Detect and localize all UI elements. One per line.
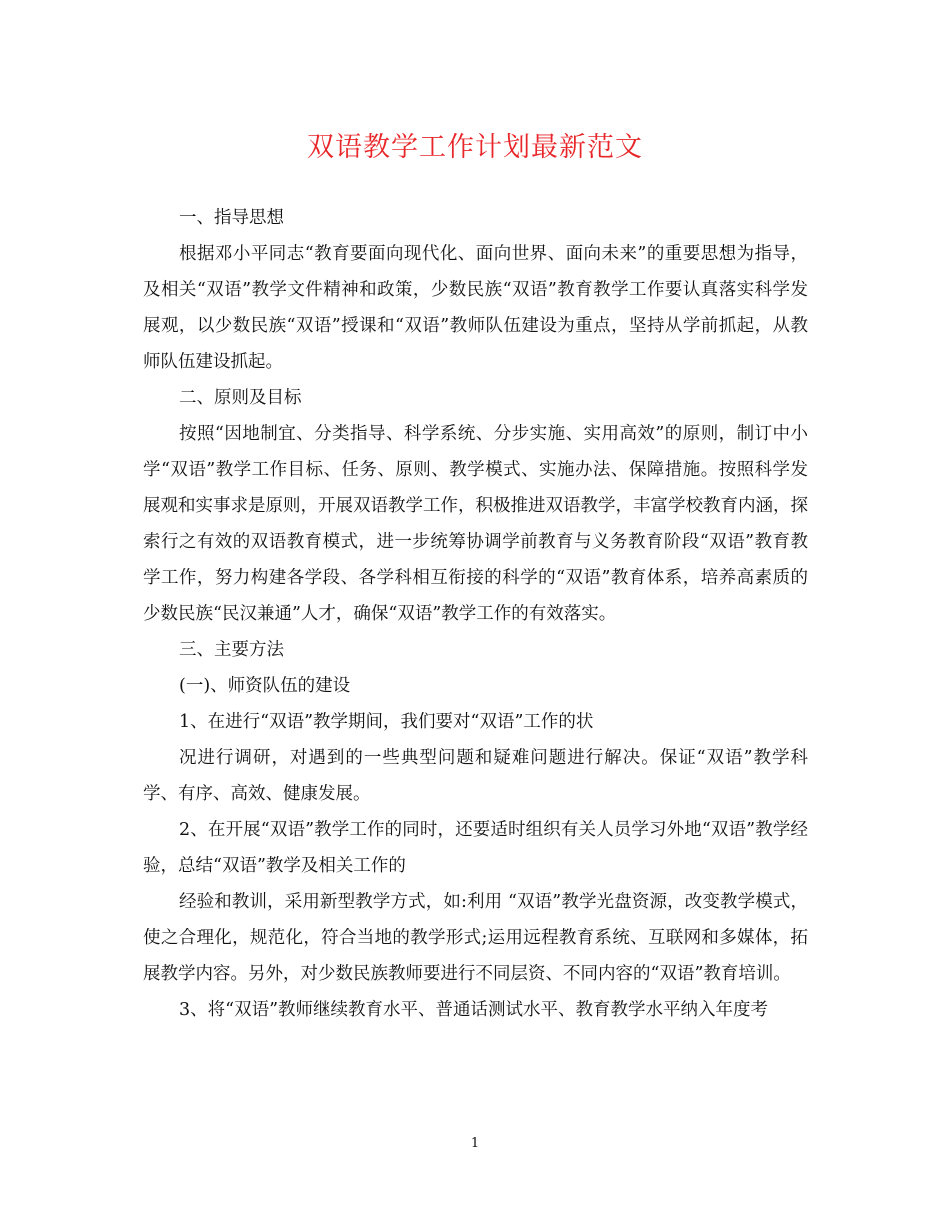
document-body	[143, 200, 808, 1028]
document-title: 双语教学工作计划最新范文	[307, 132, 643, 163]
paragraph-item-1-continued: 况进行调研，对遇到的一些典型问题和疑难问题进行解决。保证“双语”教学科学、有序、高效、健康发展。	[143, 748, 808, 804]
paragraph-principles-goals: 按照“因地制宜、分类指导、科学系统、分步实施、实用高效”的原则，制订中小学“双语”教学工作目标、任务、原则、教学模式、实施办法、保障措施。按照科学发展观和实事求是原则，开展双语教学工作，积极推进双语教学，丰富学校教育内涵，探索行之有效的双语教育模式，进一步统筹协调学前教育与义务教育阶段“双语”教育教学工作，努力构建各学段、各学科相互衔接的科学的“双语”教育体系，培养高素质的少数民族“民汉兼通”人才，确保“双语”教学工作的有效落实。	[143, 424, 808, 624]
section-heading-main-methods: 三、主要方法	[179, 640, 284, 660]
subsection-heading-teacher-team: (一)、师资队伍的建设	[179, 676, 351, 696]
paragraph-item-1-start: 1、在进行“双语”教学期间，我们要对“双语”工作的状	[179, 712, 594, 732]
paragraph-item-2-continued: 经验和教训，采用新型教学方式，如:利用 “双语”教学光盘资源，改变教学模式，使之合理化，规范化，符合当地的教学形式;运用远程教育系统、互联网和多媒体，拓展教学内容。另外，对少数民族教师要进行不同层资、不同内容的“双语”教育培训。	[143, 892, 808, 984]
page-number: 1	[470, 1136, 480, 1151]
section-heading-principles-goals: 二、原则及目标	[179, 388, 302, 408]
paragraph-item-3: 3、将“双语”教师继续教育水平、普通话测试水平、教育教学水平纳入年度考	[179, 1000, 769, 1020]
paragraph-item-2-start: 2、在开展“双语”教学工作的同时，还要适时组织有关人员学习外地“双语”教学经验，总结“双语”教学及相关工作的	[143, 820, 808, 876]
section-heading-guiding-ideology: 一、指导思想	[179, 208, 284, 228]
paragraph-guiding-ideology: 根据邓小平同志“教育要面向现代化、面向世界、面向未来”的重要思想为指导，及相关“双语”教学文件精神和政策，少数民族“双语”教育教学工作要认真落实科学发展观，以少数民族“双语”授课和“双语”教师队伍建设为重点，坚持从学前抓起，从教师队伍建设抓起。	[143, 244, 808, 372]
